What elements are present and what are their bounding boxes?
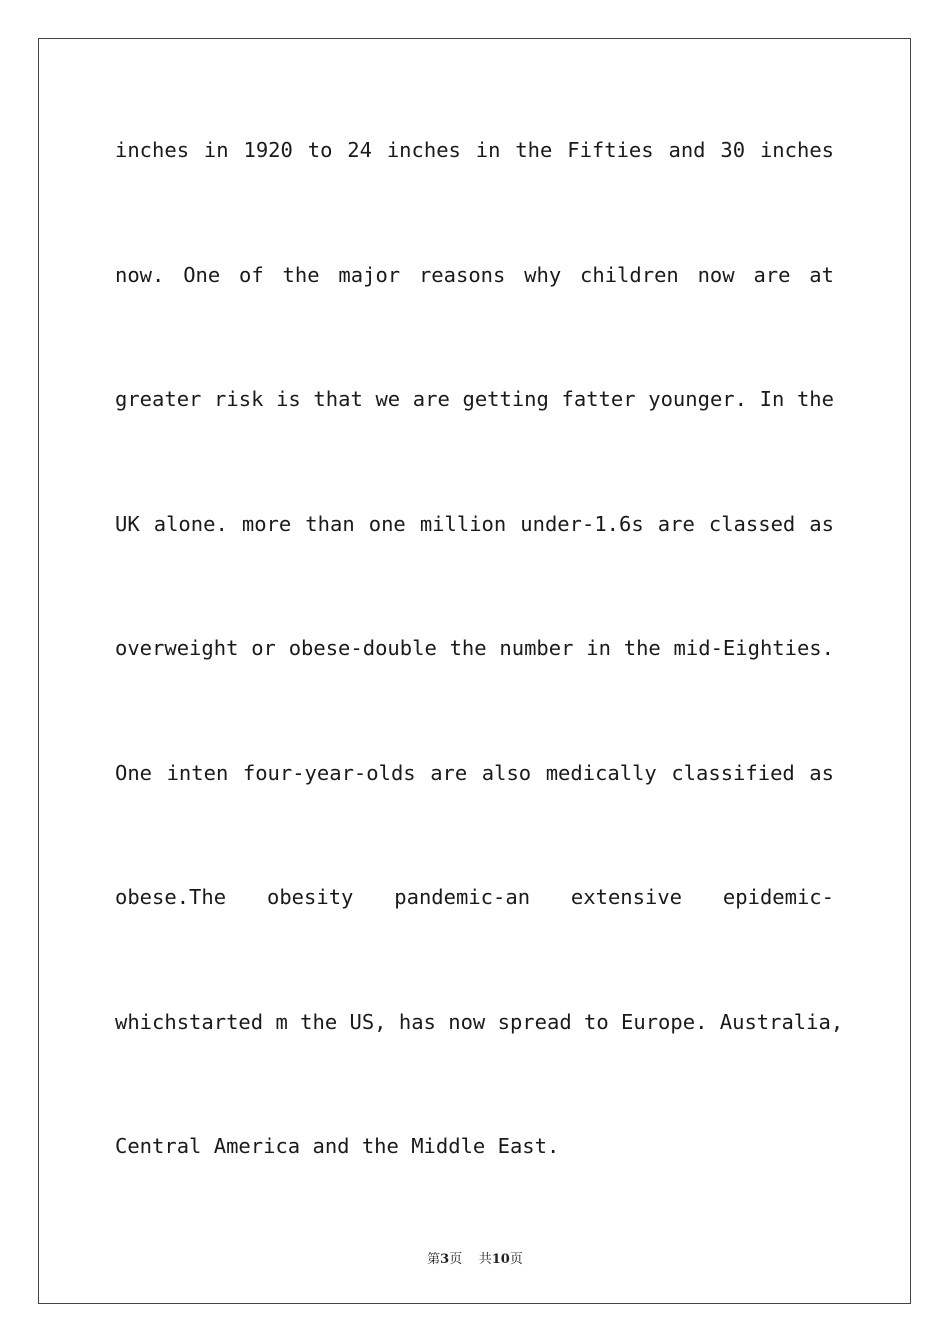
total-prefix: 共 bbox=[478, 1252, 492, 1267]
text-line-7: obese.The obesity pandemic-an extensive epidemic- bbox=[115, 885, 834, 909]
text-line-9: Central America and the Middle East. bbox=[115, 1134, 560, 1158]
text-line-2: now. One of the major reasons why children now are at bbox=[115, 263, 834, 287]
page-number: 3 bbox=[440, 1252, 450, 1267]
total-suffix: 页 bbox=[509, 1252, 523, 1267]
page-prefix: 第 bbox=[427, 1252, 441, 1267]
text-line-3: greater risk is that we are getting fatter younger. In the bbox=[115, 387, 834, 411]
total-pages: 10 bbox=[491, 1252, 510, 1267]
page-suffix: 页 bbox=[449, 1252, 463, 1267]
text-line-8: whichstarted m the US, has now spread to Europe. Australia, bbox=[115, 1010, 844, 1034]
page-border bbox=[38, 38, 911, 1304]
text-line-4: UK alone. more than one million under-1.6s are classed as bbox=[115, 512, 834, 536]
page-footer bbox=[0, 1248, 950, 1267]
text-line-6: One inten four-year-olds are also medically classified as bbox=[115, 761, 834, 785]
text-line-5: overweight or obese-double the number in the mid-Eighties. bbox=[115, 636, 834, 660]
text-line-1: inches in 1920 to 24 inches in the Fifties and 30 inches bbox=[115, 138, 834, 162]
